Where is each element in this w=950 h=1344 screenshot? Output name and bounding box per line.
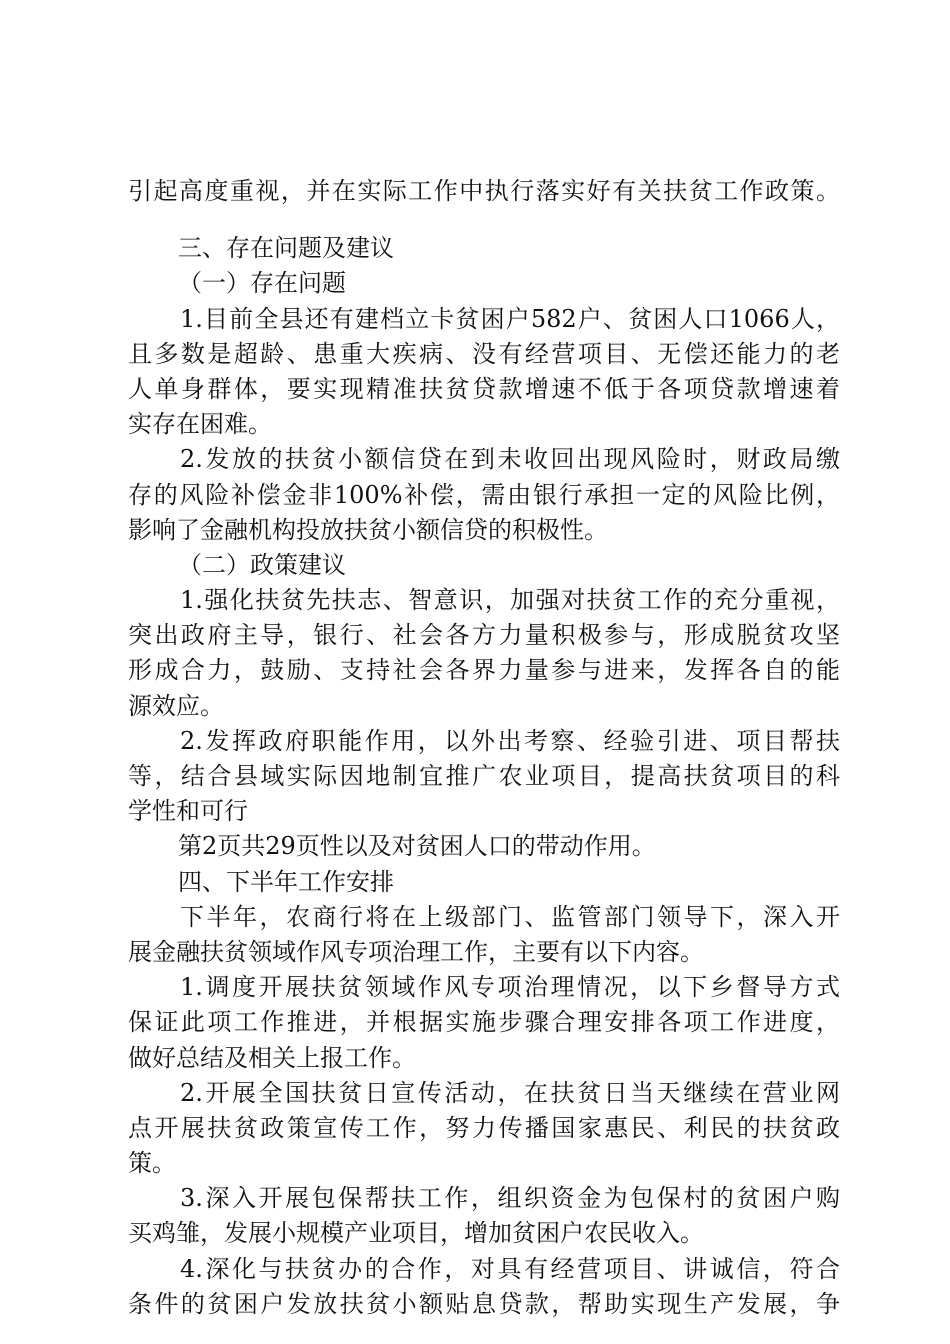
paragraph-line: 等，结合县域实际因地制宜推广农业项目，提高扶贫项目的科 (128, 762, 840, 790)
page-footer-line: 第2页共29页性以及对贫困人口的带动作用。 (178, 832, 656, 861)
paragraph-line: 买鸡雏，发展小规模产业项目，增加贫困户农民收入。 (128, 1219, 704, 1248)
paragraph-line: 形成合力，鼓励、支持社会各界力量参与进来，发挥各自的能 (128, 656, 840, 685)
paragraph-line: 1.目前全县还有建档立卡贫困户582户、贫困人口1066人， (180, 304, 840, 333)
paragraph-line: 突出政府主导，银行、社会各方力量积极参与，形成脱贫攻坚 (128, 621, 840, 650)
paragraph-line: 做好总结及相关上报工作。 (128, 1043, 416, 1072)
document-page (128, 174, 840, 1322)
paragraph-line: 策。 (128, 1149, 176, 1178)
paragraph-line: 条件的贫困户发放扶贫小额贴息贷款，帮助实现生产发展，争 (128, 1289, 840, 1318)
paragraph-line: 人单身群体，要实现精准扶贫贷款增速不低于各项贷款增速着 (128, 374, 840, 403)
paragraph-line: 展金融扶贫领域作风专项治理工作，主要有以下内容。 (128, 937, 704, 966)
section-heading: 四、下半年工作安排 (178, 867, 394, 896)
paragraph-line: 点开展扶贫政策宣传工作，努力传播国家惠民、利民的扶贫政 (128, 1113, 840, 1142)
paragraph-line: 2.发挥政府职能作用，以外出考察、经验引进、项目帮扶 (180, 726, 840, 755)
section-heading: 三、存在问题及建议 (178, 234, 394, 263)
paragraph-line: 下半年，农商行将在上级部门、监管部门领导下，深入开 (180, 902, 840, 931)
paragraph-line: 2.发放的扶贫小额信贷在到未收回出现风险时，财政局缴 (180, 445, 840, 474)
paragraph-line: 源效应。 (128, 691, 224, 720)
subsection-heading: （一）存在问题 (178, 269, 346, 298)
paragraph-line: 2.开展全国扶贫日宣传活动，在扶贫日当天继续在营业网 (180, 1078, 840, 1107)
subsection-heading: （二）政策建议 (178, 550, 346, 579)
paragraph-line: 存的风险补偿金非100%补偿，需由银行承担一定的风险比例， (128, 480, 840, 509)
paragraph-line: 影响了金融机构投放扶贫小额信贷的积极性。 (128, 515, 608, 544)
paragraph-line: 3.深入开展包保帮扶工作，组织资金为包保村的贫困户购 (180, 1184, 840, 1213)
paragraph-line: 实存在困难。 (128, 410, 272, 439)
paragraph-line: 1.调度开展扶贫领域作风专项治理情况，以下乡督导方式 (180, 973, 840, 1002)
paragraph-line: 4.深化与扶贫办的合作，对具有经营项目、讲诚信，符合 (180, 1254, 840, 1283)
paragraph-line: 保证此项工作推进，并根据实施步骤合理安排各项工作进度， (128, 1008, 840, 1037)
paragraph-line: 学性和可行 (128, 797, 248, 826)
paragraph-line: 且多数是超龄、患重大疾病、没有经营项目、无偿还能力的老 (128, 339, 840, 368)
paragraph-line: 引起高度重视，并在实际工作中执行落实好有关扶贫工作政策。 (128, 177, 840, 205)
paragraph-line: 1.强化扶贫先扶志、智意识，加强对扶贫工作的充分重视， (180, 586, 840, 615)
